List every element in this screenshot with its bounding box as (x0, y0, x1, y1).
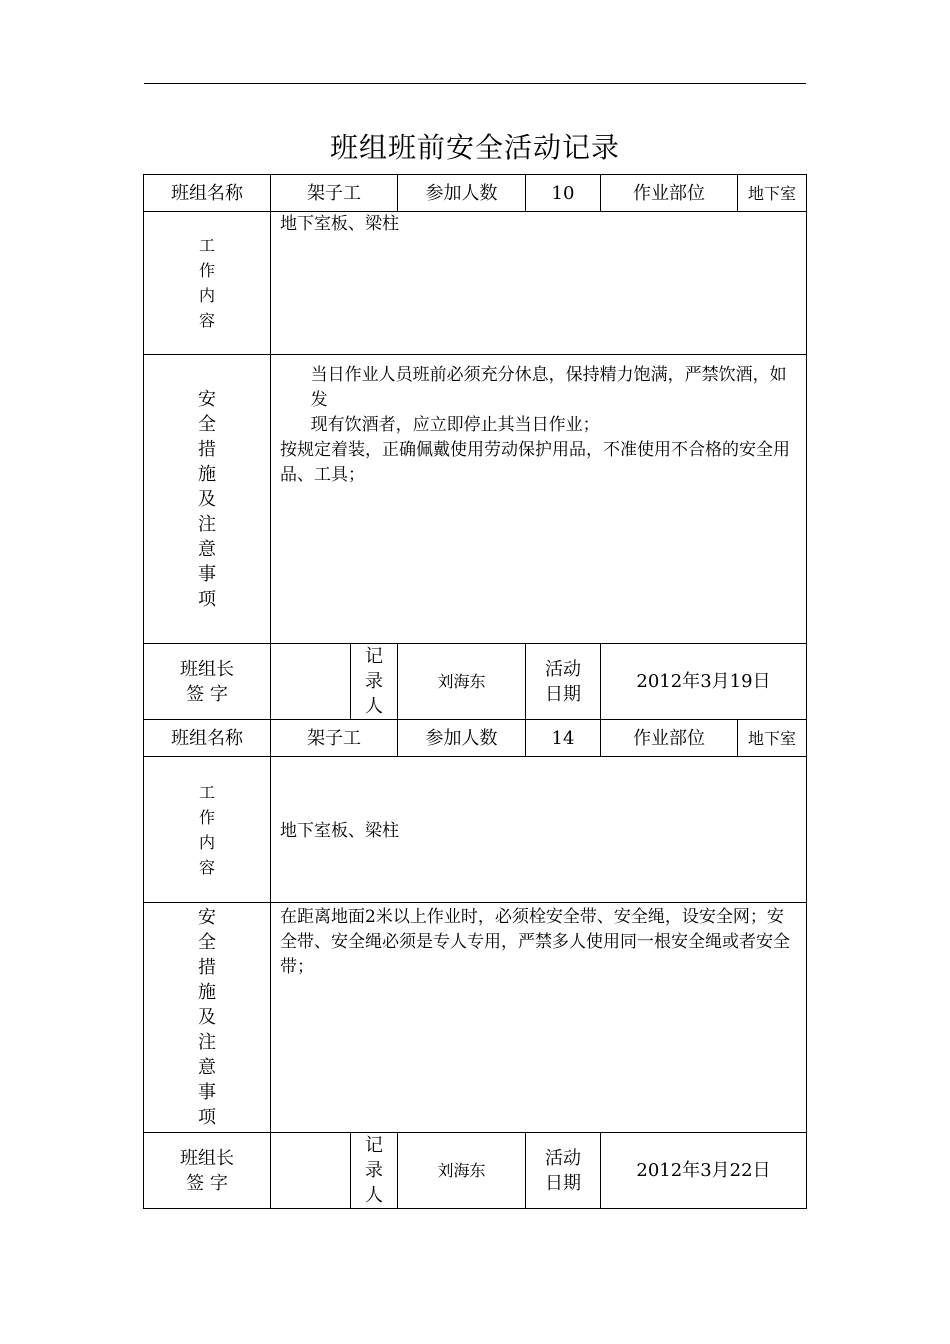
recorder-label: 记录人 (351, 1133, 398, 1209)
safety-label: 安全措施及注意事项 (144, 355, 271, 644)
leader-sign-label: 班组长 签 字 (144, 1133, 271, 1209)
work-location-value: 地下室 (738, 175, 807, 212)
safety-label: 安全措施及注意事项 (144, 903, 271, 1133)
work-content-value: 地下室板、梁柱 (271, 212, 807, 355)
header-rule (144, 83, 806, 84)
activity-date-label: 活动 日期 (526, 1133, 601, 1209)
leader-sign-value (271, 644, 351, 720)
header-row (144, 720, 807, 757)
work-content-label: 工作内容 (144, 212, 271, 355)
work-content-row (144, 212, 807, 355)
leader-sign-value (271, 1133, 351, 1209)
sign-row (144, 1133, 807, 1209)
team-name-label: 班组名称 (144, 175, 271, 212)
work-content-row (144, 757, 807, 903)
work-content-value: 地下室板、梁柱 (271, 757, 807, 903)
sign-row (144, 644, 807, 720)
safety-item-1-line-2: 现有饮酒者，应立即停止其当日作业； (310, 415, 600, 435)
safety-row (144, 903, 807, 1133)
team-name-value: 架子工 (271, 175, 398, 212)
safety-row (144, 355, 807, 644)
page-title: 班组班前安全活动记录 (329, 131, 620, 164)
participants-value: 10 (526, 175, 601, 212)
safety-value (271, 903, 807, 1133)
team-name-value: 架子工 (271, 720, 398, 757)
work-content-label: 工作内容 (144, 757, 271, 903)
leader-sign-label: 班组长 签 字 (144, 644, 271, 720)
safety-item-2: 按规定着装，正确佩戴使用劳动保护用品，不准使用不合格的安全用品、工具； (280, 440, 790, 485)
work-location-label: 作业部位 (601, 175, 738, 212)
safety-value (271, 355, 807, 644)
participants-value: 14 (526, 720, 601, 757)
participants-label: 参加人数 (398, 720, 526, 757)
header-row (144, 175, 807, 212)
record-table-1 (143, 174, 807, 720)
recorder-value: 刘海东 (398, 1133, 526, 1209)
activity-date-value: 2012年3月22日 (601, 1133, 807, 1209)
work-location-value: 地下室 (738, 720, 807, 757)
activity-date-label: 活动 日期 (526, 644, 601, 720)
participants-label: 参加人数 (398, 175, 526, 212)
activity-date-value: 2012年3月19日 (601, 644, 807, 720)
recorder-label: 记录人 (351, 644, 398, 720)
record-table-2 (143, 719, 807, 1209)
work-location-label: 作业部位 (601, 720, 738, 757)
safety-item-1: 在距离地面2米以上作业时，必须栓安全带、安全绳，设安全网；安全带、安全绳必须是专人专用，严禁多人使用同一根安全绳或者安全带； (280, 907, 790, 977)
safety-item-1-line-1: 当日作业人员班前必须充分休息，保持精力饱满，严禁饮酒，如发 (310, 365, 787, 410)
team-name-label: 班组名称 (144, 720, 271, 757)
recorder-value: 刘海东 (398, 644, 526, 720)
